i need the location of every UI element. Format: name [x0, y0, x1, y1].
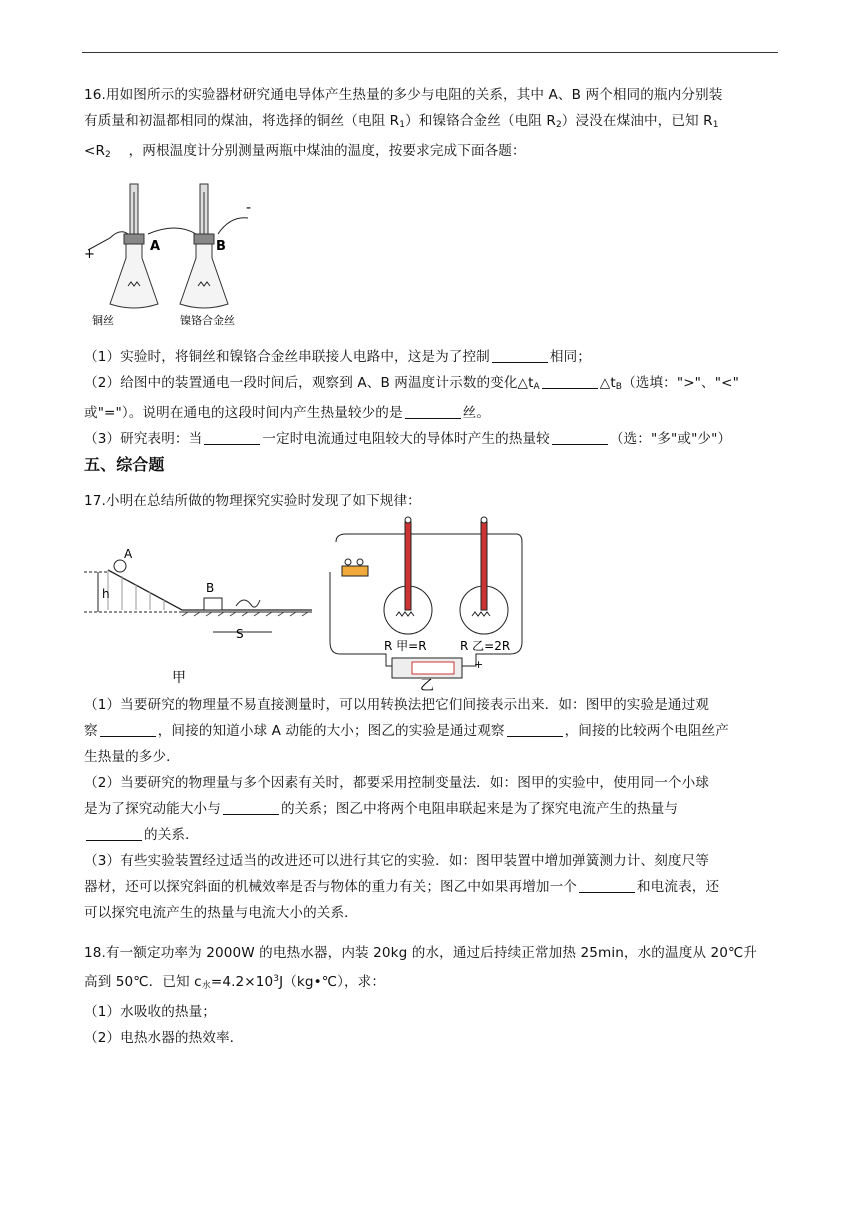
sub-a: A	[533, 382, 540, 392]
q18-line2	[84, 966, 780, 999]
q16-part2-cont	[84, 400, 780, 426]
q17-part1-c: ，间接的知道小球 A 动能的大小；图乙的实验是通过观察	[157, 723, 505, 739]
flask-b-label: B	[216, 239, 226, 254]
answer-blank[interactable]	[405, 404, 461, 419]
figure-jia-ramp	[82, 540, 316, 690]
figure-yi-caption: 乙	[420, 678, 434, 692]
nichrome-wire-caption: 镍铬合金丝	[180, 314, 235, 327]
question-16-subparts	[84, 344, 780, 452]
q17-part3-line1: （3）有些实验装置经过适当的改进还可以进行其它的实验．如：图甲装置中增加弹簧测力计、刻度尺等	[84, 853, 709, 869]
q17-part1-d: ，间接的比较两个电阻丝产	[564, 723, 729, 739]
q18-line2-c: J（kg•℃），求：	[279, 974, 386, 990]
q18-line1: 18.有一额定功率为 2000W 的电热水器，内装 20kg 的水，通过后持续正常加热 25min，水的温度从 20℃升	[84, 945, 758, 961]
answer-blank[interactable]	[552, 430, 608, 445]
q17-part3-line2	[84, 874, 780, 900]
answer-blank[interactable]	[579, 878, 635, 893]
answer-blank[interactable]	[86, 826, 142, 841]
q16-line3-b: ，两根温度计分别测量两瓶中煤油的温度，按要求完成下面各题：	[128, 143, 526, 159]
q16-part1	[84, 344, 780, 370]
sub-2b: 2	[105, 150, 111, 160]
figure-yi-circuit	[326, 512, 526, 692]
q17-part1-line2	[84, 718, 780, 744]
q16-line2-a: 有质量和初温都相同的煤油，将选择的铜丝（电阻 R	[84, 113, 400, 129]
q16-part2-cont-tail: 丝。	[462, 405, 491, 421]
q16-part2-cont-text: 或"="）。说明在通电的这段时间内产生热量较少的是	[84, 405, 403, 421]
q17-part3-b: 器材，还可以探究斜面的机械效率是否与物体的重力有关；图乙中如果再增加一个	[84, 879, 577, 895]
q16-line3-a: <R	[84, 143, 106, 159]
q16-line1: 16.用如图所示的实验器材研究通电导体产生热量的多少与电阻的关系，其中 A、B 两个相同的瓶内分别装	[84, 87, 723, 103]
q16-part2-mid: △t	[599, 375, 616, 391]
sub-b: B	[615, 382, 623, 392]
answer-blank[interactable]	[507, 722, 563, 737]
sub-1b: 1	[712, 120, 719, 130]
distance-s-label: S	[236, 627, 244, 641]
header-rule	[82, 52, 778, 53]
block-b-label: B	[206, 581, 215, 595]
q17-part2-line2	[84, 796, 780, 822]
flask-a-label: A	[150, 239, 161, 254]
resistor-1-label: R 甲=R	[384, 639, 427, 653]
height-h-label: h	[102, 587, 110, 601]
resistor-2-label: R 乙=2R	[460, 639, 511, 653]
q17-part1-b: 察	[84, 723, 98, 739]
q16-part3-mid: 一定时电流通过电阻较大的导体时产生的热量较	[262, 431, 550, 447]
answer-blank[interactable]	[204, 430, 260, 445]
question-17-subparts	[84, 692, 780, 926]
q17-part3-c: 和电流表，还	[636, 879, 720, 895]
question-18	[84, 940, 780, 1051]
q16-part2	[84, 370, 780, 400]
q16-part3-options: （选："多"或"少"）	[609, 431, 732, 447]
question-16-stem	[84, 82, 780, 168]
q17-part2-line3	[84, 822, 780, 848]
q16-line3	[84, 138, 780, 168]
q16-part2-options: （选填：">"、"<"	[622, 375, 739, 391]
sub-1: 1	[399, 120, 406, 130]
answer-blank[interactable]	[223, 800, 279, 815]
q16-part1-tail: 相同；	[549, 349, 591, 365]
q17-part1-line1: （1）当要研究的物理量不易直接测量时，可以用转换法把它们间接表示出来．如：图甲的实验是通过观	[84, 697, 709, 713]
q18-line2-a: 高到 50℃．已知 c	[84, 974, 202, 990]
q16-part3	[84, 426, 780, 452]
q16-line2	[84, 108, 780, 138]
answer-blank[interactable]	[100, 722, 156, 737]
q16-line2-b: ）和镍铬合金丝（电阻 R	[405, 113, 556, 129]
figure-flasks	[80, 178, 280, 328]
plus-terminal-yi: +	[474, 658, 484, 671]
q17-part3-line3: 可以探究电流产生的热量与电流大小的关系．	[84, 905, 358, 921]
answer-blank[interactable]	[542, 374, 598, 389]
q17-part1-line3: 生热量的多少．	[84, 749, 180, 765]
figure-jia-caption: 甲	[172, 670, 186, 686]
copper-wire-caption: 铜丝	[92, 314, 114, 327]
q18-line2-b: =4.2×10	[210, 974, 274, 990]
sub-2: 2	[555, 120, 562, 130]
q16-part3-text: （3）研究表明：当	[84, 431, 203, 447]
question-17-intro: 17.小明在总结所做的物理探究实验时发现了如下规律：	[84, 493, 421, 509]
q17-part2-line1: （2）当要研究的物理量与多个因素有关时，都要采用控制变量法．如：图甲的实验中，使用同一个小球	[84, 775, 709, 791]
plus-terminal: +	[84, 247, 95, 262]
answer-blank[interactable]	[492, 348, 548, 363]
q16-line2-c: ）浸没在煤油中，已知 R	[561, 113, 713, 129]
q17-part2-c: 的关系；图乙中将两个电阻串联起来是为了探究电流产生的热量与	[280, 801, 679, 817]
section-heading: 五、综合题	[84, 455, 165, 474]
sup-3: 3	[273, 974, 280, 984]
q17-part2-d: 的关系．	[144, 827, 199, 843]
minus-terminal: -	[246, 200, 252, 216]
q18-part2: （2）电热水器的热效率．	[84, 1030, 244, 1046]
q18-part1: （1）水吸收的热量；	[84, 1004, 216, 1020]
q17-part2-b: 是为了探究动能大小与	[84, 801, 221, 817]
q16-part2-text: （2）给图中的装置通电一段时间后，观察到 A、B 两温度计示数的变化△t	[84, 375, 534, 391]
ball-a-label: A	[124, 547, 133, 561]
sub-water: 水	[201, 981, 211, 991]
q16-part1-text: （1）实验时，将铜丝和镍铬合金丝串联接人电路中，这是为了控制	[84, 349, 490, 365]
